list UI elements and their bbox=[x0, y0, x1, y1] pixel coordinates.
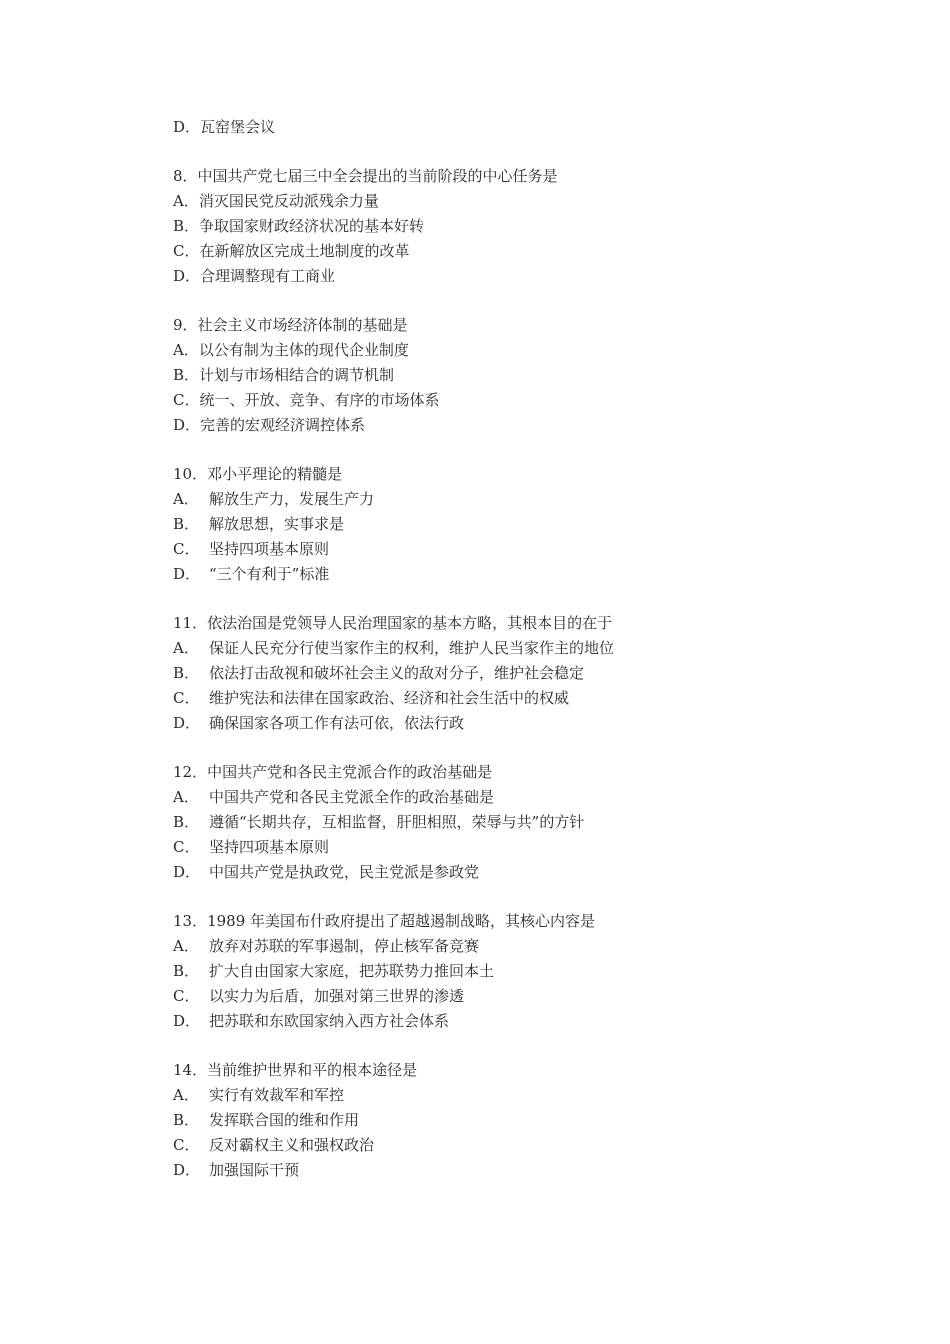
option-text: 完善的宏观经济调控体系 bbox=[200, 416, 366, 434]
option-text: 依法打击敌视和破坏社会主义的敌对分子，维护社会稳定 bbox=[209, 664, 585, 682]
option-key: D． bbox=[173, 118, 201, 136]
option-text: 扩大自由国家大家庭，把苏联势力推回本土 bbox=[209, 962, 495, 980]
option-key: D． bbox=[173, 416, 201, 434]
option-line bbox=[173, 934, 873, 959]
option-text: 维护宪法和法律在国家政治、经济和社会生活中的权威 bbox=[209, 689, 570, 707]
option-line bbox=[173, 661, 873, 686]
option-text: 瓦窑堡会议 bbox=[200, 118, 276, 136]
option-text: “三个有利于”标准 bbox=[209, 565, 330, 583]
option-text: 计划与市场相结合的调节机制 bbox=[199, 366, 395, 384]
option-key: A． bbox=[173, 341, 199, 359]
option-line bbox=[173, 413, 873, 438]
question-block bbox=[173, 909, 873, 1034]
option-key: A． bbox=[173, 1086, 199, 1104]
option-key: B． bbox=[173, 664, 200, 682]
option-text: 坚持四项基本原则 bbox=[209, 540, 330, 558]
option-text: 解放思想，实事求是 bbox=[209, 515, 345, 533]
option-line bbox=[173, 810, 873, 835]
option-key: B． bbox=[173, 217, 200, 235]
question-stem: 9．社会主义市场经济体制的基础是 bbox=[173, 316, 408, 334]
option-text: 消灭国民党反动派残余力量 bbox=[198, 192, 379, 210]
option-text: 中国共产党是执政党，民主党派是参政党 bbox=[209, 863, 480, 881]
option-line bbox=[173, 860, 873, 885]
option-key: B． bbox=[173, 515, 200, 533]
option-text: 合理调整现有工商业 bbox=[200, 267, 336, 285]
question-stem: 8．中国共产党七届三中全会提出的当前阶段的中心任务是 bbox=[173, 167, 558, 185]
option-key: B． bbox=[173, 962, 200, 980]
option-text: 以公有制为主体的现代企业制度 bbox=[198, 341, 409, 359]
option-line bbox=[173, 115, 873, 140]
option-text: 实行有效裁军和军控 bbox=[209, 1086, 345, 1104]
option-line bbox=[173, 264, 873, 289]
question-block bbox=[173, 760, 873, 885]
question-stem: 13．1989 年美国布什政府提出了超越遏制战略，其核心内容是 bbox=[173, 912, 596, 930]
option-text: 以实力为后盾，加强对第三世界的渗透 bbox=[209, 987, 465, 1005]
option-key: A． bbox=[173, 639, 199, 657]
question-stem: 10．邓小平理论的精髓是 bbox=[173, 465, 343, 483]
option-line bbox=[173, 562, 873, 587]
option-line bbox=[173, 214, 873, 239]
option-text: 发挥联合国的维和作用 bbox=[209, 1111, 360, 1129]
option-text: 在新解放区完成土地制度的改革 bbox=[199, 242, 410, 260]
question-stem: 11．依法治国是党领导人民治理国家的基本方略，其根本目的在于 bbox=[173, 614, 613, 632]
option-text: 遵循“长期共存，互相监督，肝胆相照，荣辱与共”的方针 bbox=[209, 813, 585, 831]
option-line bbox=[173, 338, 873, 363]
option-line bbox=[173, 487, 873, 512]
option-line bbox=[173, 1083, 873, 1108]
option-line bbox=[173, 1009, 873, 1034]
option-key: B． bbox=[173, 1111, 200, 1129]
option-key: D． bbox=[173, 1161, 201, 1179]
option-line bbox=[173, 636, 873, 661]
option-key: C． bbox=[173, 540, 200, 558]
option-key: A． bbox=[173, 192, 199, 210]
option-text: 加强国际干预 bbox=[209, 1161, 300, 1179]
question-stem: 14．当前维护世界和平的根本途径是 bbox=[173, 1061, 418, 1079]
option-text: 反对霸权主义和强权政治 bbox=[209, 1136, 375, 1154]
question-stem: 12．中国共产党和各民主党派合作的政治基础是 bbox=[173, 763, 493, 781]
option-line bbox=[173, 388, 873, 413]
option-key: D． bbox=[173, 863, 201, 881]
option-text: 中国共产党和各民主党派全作的政治基础是 bbox=[209, 788, 495, 806]
option-key: A． bbox=[173, 490, 199, 508]
option-line bbox=[173, 1133, 873, 1158]
option-line bbox=[173, 835, 873, 860]
option-line bbox=[173, 189, 873, 214]
option-line bbox=[173, 785, 873, 810]
option-line bbox=[173, 1108, 873, 1133]
option-text: 把苏联和东欧国家纳入西方社会体系 bbox=[209, 1012, 450, 1030]
option-line bbox=[173, 512, 873, 537]
option-line bbox=[173, 959, 873, 984]
question-block bbox=[173, 1058, 873, 1183]
option-line bbox=[173, 363, 873, 388]
option-key: C． bbox=[173, 689, 200, 707]
option-text: 统一、开放、竞争、有序的市场体系 bbox=[199, 391, 440, 409]
option-key: C． bbox=[173, 391, 200, 409]
option-key: C． bbox=[173, 242, 200, 260]
option-key: D． bbox=[173, 565, 201, 583]
option-key: B． bbox=[173, 813, 200, 831]
option-key: C． bbox=[173, 838, 200, 856]
option-text: 争取国家财政经济状况的基本好转 bbox=[199, 217, 425, 235]
option-key: C． bbox=[173, 987, 200, 1005]
option-text: 放弃对苏联的军事遏制，停止核军备竞赛 bbox=[209, 937, 480, 955]
option-line bbox=[173, 686, 873, 711]
question-block bbox=[173, 164, 873, 289]
option-line bbox=[173, 984, 873, 1009]
option-line bbox=[173, 537, 873, 562]
option-key: C． bbox=[173, 1136, 200, 1154]
option-key: A． bbox=[173, 788, 199, 806]
option-text: 保证人民充分行使当家作主的权利，维护人民当家作主的地位 bbox=[209, 639, 615, 657]
option-key: A． bbox=[173, 937, 199, 955]
option-line bbox=[173, 1158, 873, 1183]
question-block bbox=[173, 462, 873, 587]
option-text: 解放生产力，发展生产力 bbox=[209, 490, 375, 508]
option-key: B． bbox=[173, 366, 200, 384]
question-block bbox=[173, 313, 873, 438]
option-key: D． bbox=[173, 1012, 201, 1030]
document-page bbox=[173, 115, 873, 1183]
option-key: D． bbox=[173, 267, 201, 285]
question-block bbox=[173, 611, 873, 736]
option-line bbox=[173, 711, 873, 736]
option-text: 确保国家各项工作有法可依，依法行政 bbox=[209, 714, 465, 732]
option-line bbox=[173, 239, 873, 264]
option-key: D． bbox=[173, 714, 201, 732]
option-text: 坚持四项基本原则 bbox=[209, 838, 330, 856]
